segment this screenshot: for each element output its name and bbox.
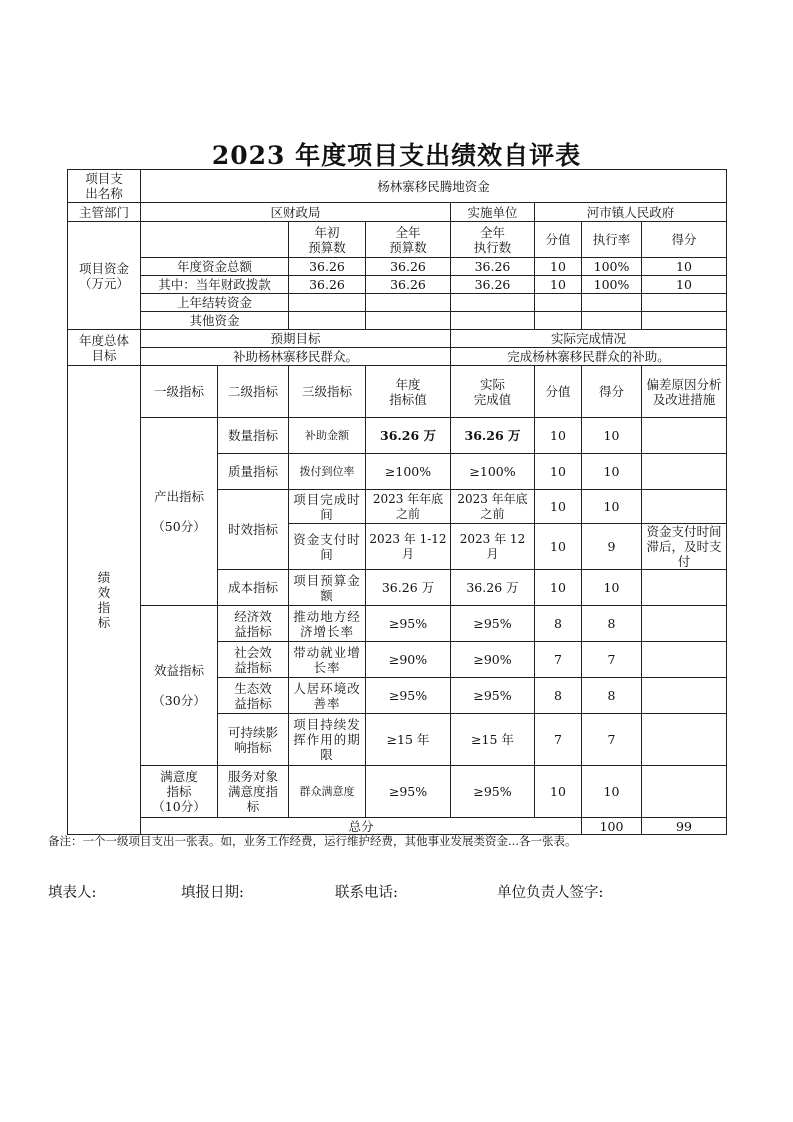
actual-value: ≥90% [451, 642, 535, 678]
funds-cell: 10 [535, 258, 582, 276]
score-value: 10 [535, 570, 582, 606]
funds-cell [582, 294, 642, 312]
l3-indicator: 项目持续发挥作用的期限 [289, 714, 366, 766]
deviation-note [642, 454, 727, 490]
fill-date-label: 填报日期: [181, 885, 244, 901]
score: 8 [582, 606, 642, 642]
funds-cell: 10 [642, 276, 727, 294]
l3-indicator: 补助金额 [289, 418, 366, 454]
funds-header: 分值 [535, 222, 582, 258]
funds-row-label: 上年结转资金 [141, 294, 289, 312]
actual-value: 2023 年年底 之前 [451, 490, 535, 524]
score: 9 [582, 524, 642, 570]
actual-value: 36.26 万 [451, 418, 535, 454]
l2-indicator: 可持续影 响指标 [218, 714, 289, 766]
score: 10 [582, 454, 642, 490]
deviation-note [642, 570, 727, 606]
satisfaction-indicator-label: 满意度 指标 （10分） [141, 766, 218, 818]
funds-cell [366, 294, 451, 312]
score-value: 8 [535, 678, 582, 714]
l3-indicator: 推动地方经济增长率 [289, 606, 366, 642]
score: 10 [582, 418, 642, 454]
funds-row-label: 其他资金 [141, 312, 289, 330]
deviation-note [642, 490, 727, 524]
expected-goal-header: 预期目标 [141, 330, 451, 348]
project-name-label: 项目支 出名称 [68, 170, 141, 203]
l2-indicator: 生态效 益指标 [218, 678, 289, 714]
total-score-value: 100 [582, 818, 642, 835]
l3-indicator: 人居环境改善率 [289, 678, 366, 714]
leader-signature-label: 单位负责人签字: [497, 885, 604, 901]
l3-indicator: 资金支付时间 [289, 524, 366, 570]
score-value: 10 [535, 418, 582, 454]
deviation-note [642, 766, 727, 818]
actual-value: ≥95% [451, 606, 535, 642]
funds-cell: 10 [535, 276, 582, 294]
target-value: ≥100% [366, 454, 451, 490]
deviation-note [642, 418, 727, 454]
target-value: 2023 年 1-12 月 [366, 524, 451, 570]
actual-value: 36.26 万 [451, 570, 535, 606]
total-score: 99 [642, 818, 727, 835]
funds-cell: 36.26 [451, 258, 535, 276]
score: 7 [582, 714, 642, 766]
funds-cell [451, 294, 535, 312]
deviation-note [642, 678, 727, 714]
perf-header: 年度 指标值 [366, 366, 451, 418]
deviation-note: 资金支付时间 滞后，及时支付 [642, 524, 727, 570]
funds-cell [451, 312, 535, 330]
funds-cell: 36.26 [289, 276, 366, 294]
footnote: 备注：一个一级项目支出一张表。如，业务工作经费，运行维护经费，其他事业发展类资金...各一张表。 [48, 834, 577, 848]
perf-header: 分值 [535, 366, 582, 418]
l2-indicator: 时效指标 [218, 490, 289, 570]
filler-label: 填表人: [48, 885, 97, 901]
actual-value: ≥95% [451, 678, 535, 714]
perf-header: 实际 完成值 [451, 366, 535, 418]
funds-cell: 36.26 [289, 258, 366, 276]
perf-header: 偏差原因分析及改进措施 [642, 366, 727, 418]
actual-value: 2023 年 12 月 [451, 524, 535, 570]
funds-cell: 100% [582, 276, 642, 294]
target-value: 2023 年年底 之前 [366, 490, 451, 524]
score: 8 [582, 678, 642, 714]
target-value: ≥95% [366, 678, 451, 714]
score-value: 10 [535, 766, 582, 818]
dept-value: 区财政局 [141, 203, 451, 222]
funds-header: 全年 执行数 [451, 222, 535, 258]
funds-cell [642, 294, 727, 312]
perf-header: 三级指标 [289, 366, 366, 418]
funds-cell [366, 312, 451, 330]
target-value: 36.26 万 [366, 570, 451, 606]
target-value: ≥90% [366, 642, 451, 678]
score-value: 10 [535, 524, 582, 570]
target-value: 36.26 万 [366, 418, 451, 454]
funds-cell [582, 312, 642, 330]
perf-header: 一级指标 [141, 366, 218, 418]
actual-value: ≥15 年 [451, 714, 535, 766]
l2-indicator: 成本指标 [218, 570, 289, 606]
funds-cell [642, 312, 727, 330]
funds-header-blank [141, 222, 289, 258]
score-value: 10 [535, 490, 582, 524]
benefit-indicator-label: 效益指标 （30分） [141, 606, 218, 766]
score-value: 7 [535, 714, 582, 766]
score-value: 7 [535, 642, 582, 678]
l2-indicator: 服务对象 满意度指 标 [218, 766, 289, 818]
funds-cell: 36.26 [451, 276, 535, 294]
actual-goal: 完成杨林寨移民群众的补助。 [451, 348, 727, 366]
actual-goal-header: 实际完成情况 [451, 330, 727, 348]
funds-cell: 36.26 [366, 258, 451, 276]
score-value: 8 [535, 606, 582, 642]
funds-row-label: 其中：当年财政拨款 [141, 276, 289, 294]
l3-indicator: 带动就业增长率 [289, 642, 366, 678]
actual-value: ≥100% [451, 454, 535, 490]
l3-indicator: 项目预算金额 [289, 570, 366, 606]
funds-cell: 100% [582, 258, 642, 276]
l3-indicator: 群众满意度 [289, 766, 366, 818]
l3-indicator: 项目完成时间 [289, 490, 366, 524]
funds-header: 得分 [642, 222, 727, 258]
phone-label: 联系电话: [335, 885, 398, 901]
funds-cell [535, 294, 582, 312]
l2-indicator: 质量指标 [218, 454, 289, 490]
impl-unit-label: 实施单位 [451, 203, 535, 222]
score: 10 [582, 570, 642, 606]
perf-header: 二级指标 [218, 366, 289, 418]
dept-label: 主管部门 [68, 203, 141, 222]
funds-label: 项目资金 （万元） [68, 222, 141, 330]
l3-indicator: 拨付到位率 [289, 454, 366, 490]
funds-header: 执行率 [582, 222, 642, 258]
funds-cell [535, 312, 582, 330]
l2-indicator: 数量指标 [218, 418, 289, 454]
l2-indicator: 经济效 益指标 [218, 606, 289, 642]
evaluation-table [67, 169, 727, 835]
deviation-note [642, 714, 727, 766]
funds-cell [289, 312, 366, 330]
score-value: 10 [535, 454, 582, 490]
l2-indicator: 社会效 益指标 [218, 642, 289, 678]
target-value: ≥95% [366, 606, 451, 642]
impl-unit-value: 河市镇人民政府 [535, 203, 727, 222]
funds-row-label: 年度资金总额 [141, 258, 289, 276]
target-value: ≥15 年 [366, 714, 451, 766]
page-title: 2023 年度项目支出绩效自评表 [211, 141, 582, 170]
deviation-note [642, 606, 727, 642]
perf-header: 得分 [582, 366, 642, 418]
score: 7 [582, 642, 642, 678]
funds-cell: 10 [642, 258, 727, 276]
funds-cell: 36.26 [366, 276, 451, 294]
target-value: ≥95% [366, 766, 451, 818]
expected-goal: 补助杨林寨移民群众。 [141, 348, 451, 366]
goals-label: 年度总体 目标 [68, 330, 141, 366]
score: 10 [582, 490, 642, 524]
funds-header: 年初 预算数 [289, 222, 366, 258]
funds-header: 全年 预算数 [366, 222, 451, 258]
output-indicator-label: 产出指标 （50分） [141, 418, 218, 606]
score: 10 [582, 766, 642, 818]
total-label: 总分 [141, 818, 582, 835]
actual-value: ≥95% [451, 766, 535, 818]
project-name: 杨林寨移民腾地资金 [141, 170, 727, 203]
funds-cell [289, 294, 366, 312]
deviation-note [642, 642, 727, 678]
performance-label: 绩 效 指 标 [68, 366, 141, 835]
